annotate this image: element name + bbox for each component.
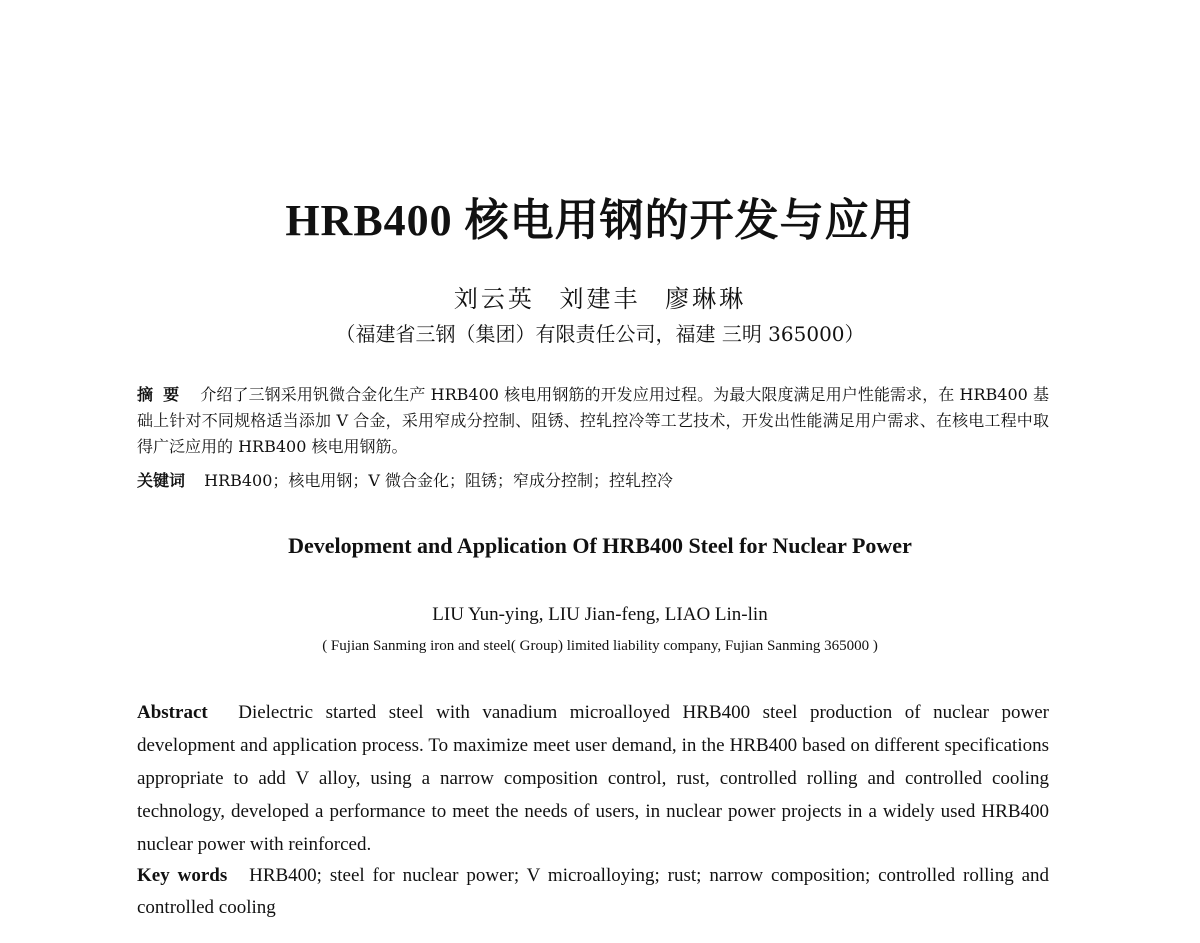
authors-en: LIU Yun-ying, LIU Jian-feng, LIAO Lin-lin (432, 604, 768, 625)
keywords-en (137, 860, 1049, 924)
abstract-en-label: Abstract (137, 702, 208, 723)
abstract-en (137, 696, 1049, 861)
keywords-cn-text: HRB400；核电用钢；V 微合金化；阻锈；窄成分控制；控轧控冷 (204, 471, 674, 490)
abstract-en-text: Dielectric started steel with vanadium microalloyed HRB400 steel production of nuclear power development and application process. To maximize meet user demand, in the HRB400 based on different specifications appropriate to add V alloy, using a narrow composition control, rust, controlled rolling and controlled cooling technology, developed a performance to meet the needs of users, in nuclear power projects in a widely used HRB400 nuclear power with reinforced. (137, 702, 1049, 855)
abstract-cn (137, 382, 1049, 460)
abstract-cn-text: 介绍了三钢采用钒微合金化生产 HRB400 核电用钢筋的开发应用过程。为最大限度满足用户性能需求，在 HRB400 基础上针对不同规格适当添加 V 合金，采用窄成分控制、阻锈、控轧控冷等工艺技术，开发出性能满足用户需求、在核电工程中取得广泛应用的 HRB400 核电用钢筋。 (137, 385, 1049, 456)
affiliation-cn: （福建省三钢（集团）有限责任公司，福建 三明 365000） (335, 322, 865, 346)
abstract-cn-label: 摘要 (137, 385, 190, 404)
keywords-cn-label: 关键词 (137, 471, 186, 490)
keywords-cn (137, 469, 1049, 493)
paper-title-cn: HRB400 核电用钢的开发与应用 (285, 196, 915, 245)
affiliation-en: ( Fujian Sanming iron and steel( Group) limited liability company, Fujian Sanming 365000 ) (322, 638, 878, 654)
keywords-en-text: HRB400; steel for nuclear power; V microalloying; rust; narrow composition; controlled rolling and controlled cooling (137, 865, 1050, 918)
paper-title-en: Development and Application Of HRB400 Steel for Nuclear Power (288, 533, 912, 558)
authors-cn: 刘云英 刘建丰 廖琳琳 (453, 285, 747, 313)
keywords-en-label: Key words (137, 865, 228, 886)
